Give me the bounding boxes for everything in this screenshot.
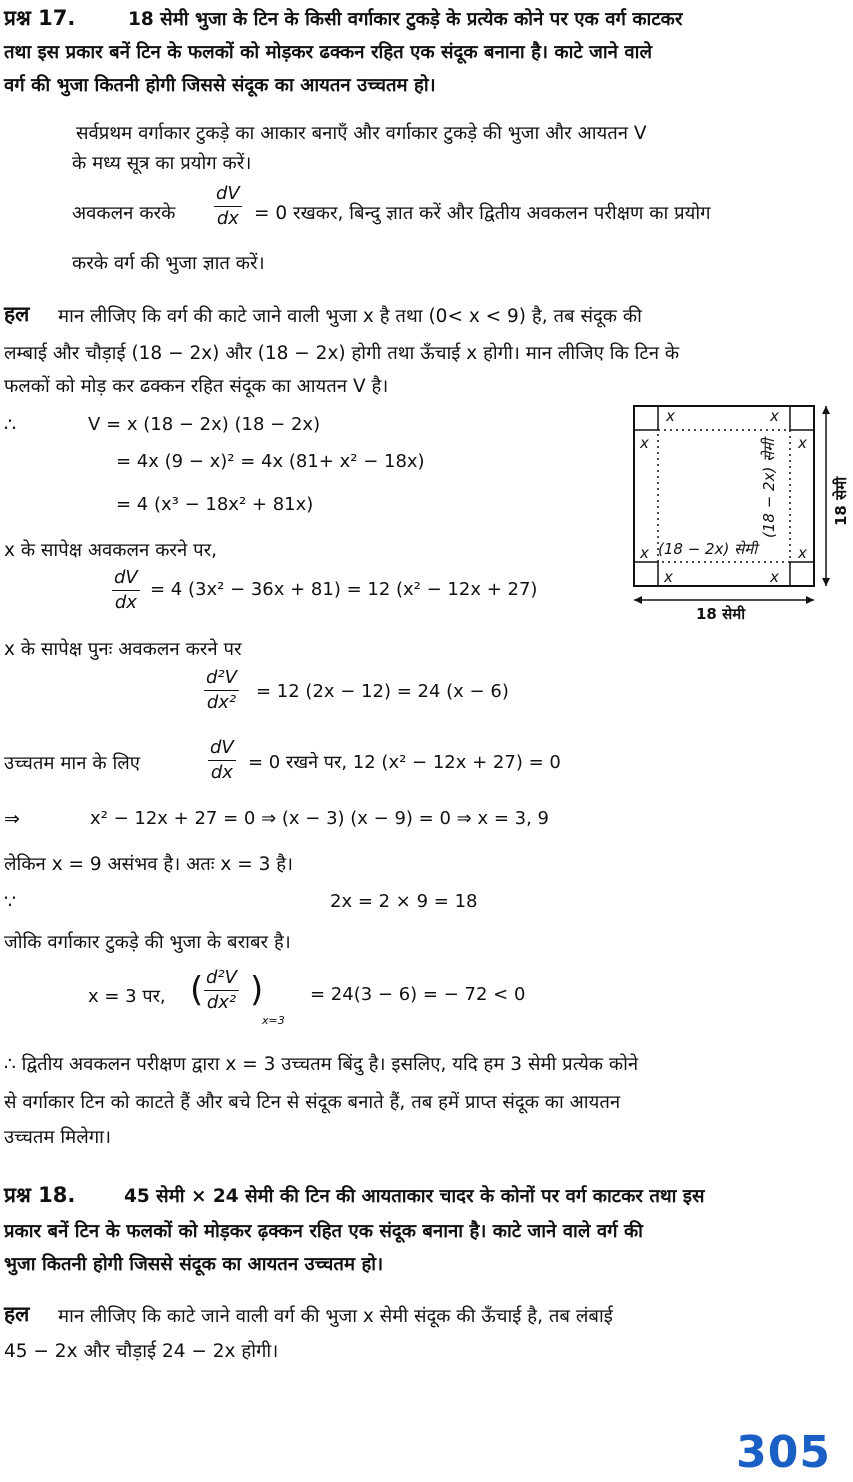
second-derivative-fraction-2 [204,966,239,1015]
fig-bottom-dimension-label: 18 सेमी [696,605,746,623]
question-18-text-line3: भुजा कितनी होगी जिससे संदूक का आयतन उच्चतम हो। [4,1254,384,1275]
question-17-text-line1: 18 सेमी भुजा के टिन के किसी वर्गाकार टुकड़े के प्रत्येक कोने पर एक वर्ग काटकर [128,9,683,30]
solution-17-line1: मान लीजिए कि वर्ग की काटे जाने वाली भुजा x है तथा (0< x < 9) है, तब संदूक की [58,306,642,327]
conclusion-line2: से वर्गाकार टिन को काटते हैं और बचे टिन से संदूक बनाते हैं, तब हमें प्राप्त संदूक का आयतन [4,1092,621,1113]
d2v-numerator: d²V [204,666,239,691]
box-net-figure [628,398,850,628]
solution-18-line2: 45 − 2x और चौड़ाई 24 − 2x होगी। [4,1341,279,1362]
conclusion-line1: ∴ द्वितीय अवकलन परीक्षण द्वारा x = 3 उच्चतम बिंदु है। इसलिए, यदि हम 3 सेमी प्रत्येक कोने [4,1054,639,1075]
dv-dx-fraction-2 [208,736,236,785]
at-x3-text: x = 3 पर, [88,986,166,1007]
volume-equation-3: = 4 (x³ − 18x² + 81x) [116,494,314,515]
hint-fraction-denominator: dx [216,208,239,229]
outer-square [634,406,814,586]
fig-right-arrow-top [822,406,830,414]
x9-impossible-text: लेकिन x = 9 असंभव है। अतः x = 3 है। [4,854,294,875]
question-17-text-line3: वर्ग की भुजा कितनी होगी जिससे संदूक का आयतन उच्चतम हो। [4,75,436,96]
fig-bottom-arrow-left [634,596,642,604]
question-17-label: प्रश्न 17. [4,6,76,30]
corner-square-tl [634,406,658,430]
page-number: 305 [736,1427,831,1478]
because-equation: 2x = 2 × 9 = 18 [330,891,478,912]
max-value-text: उच्चतम मान के लिए [4,753,141,774]
therefore-symbol: ∴ [4,414,17,436]
corner-square-bl [634,562,658,586]
d2v-2-numerator: d²V [204,966,239,991]
dv-dx-1-denominator: dx [114,592,137,613]
fig-inner-vertical-label: (18 − 2x) सेमी [760,438,778,538]
hint-fraction-numerator: dV [214,182,242,207]
solution-17-line2: लम्बाई और चौड़ाई (18 − 2x) और (18 − 2x) होगी तथा ऊँचाई x होगी। मान लीजिए कि टिन के [4,343,680,364]
question-18-text-line2: प्रकार बनें टिन के फलकों को मोड़कर ढ़क्कन रहित एक संदूक बनाना है। काटे जाने वाले वर्ग की [4,1221,643,1242]
fig-x-right-top: x [798,434,807,452]
right-paren: ) [250,970,264,1010]
side-equal-text: जोकि वर्गाकार टुकड़े की भुजा के बराबर है। [4,932,291,953]
corner-square-br [790,562,814,586]
dx2-2-denominator: dx² [206,992,237,1013]
hint-line2: के मध्य सूत्र का प्रयोग करें। [72,153,252,174]
solution-17-line3: फलकों को मोड़ कर ढक्कन रहित संदूक का आयतन V है। [4,376,389,397]
fig-inner-horizontal-label: (18 − 2x) सेमी [658,540,758,558]
question-18-label: प्रश्न 18. [4,1183,76,1207]
quadratic-equation: x² − 12x + 27 = 0 ⇒ (x − 3) (x − 9) = 0 ⇒ x = 3, 9 [90,808,549,829]
fig-x-right-bottom: x [798,544,807,562]
dv-dx-1-numerator: dV [112,566,140,591]
because-symbol: ∵ [4,891,17,913]
fig-bottom-arrow-right [806,596,814,604]
hint-line4: करके वर्ग की भुजा ज्ञात करें। [72,253,265,274]
fig-right-dimension-label: 18 सेमी [832,476,850,526]
left-paren: ( [190,970,204,1010]
subscript-x3: x=3 [262,1014,285,1027]
fig-x-bottom-right: x [770,568,779,586]
fig-x-bottom-left: x [664,568,673,586]
solution-17-label: हल [4,302,30,326]
volume-equation-2: = 4x (9 − x)² = 4x (81+ x² − 18x) [116,451,425,472]
second-derivative-equation: = 12 (2x − 12) = 24 (x − 6) [256,681,509,702]
volume-equation-1: V = x (18 − 2x) (18 − 2x) [88,414,321,435]
dv-dx-2-numerator: dV [208,736,236,761]
fig-x-top-left: x [666,407,675,425]
max-value-equation: = 0 रखने पर, 12 (x² − 12x + 27) = 0 [248,752,561,773]
implies-symbol: ⇒ [4,808,20,830]
dv-dx-2-denominator: dx [210,762,233,783]
question-18-text-line1: 45 सेमी × 24 सेमी की टिन की आयताकार चादर के कोनों पर वर्ग काटकर तथा इस [124,1186,705,1207]
fig-x-left-top: x [640,434,649,452]
conclusion-line3: उच्चतम मिलेगा। [4,1127,111,1148]
second-derivative-fraction [204,666,239,715]
corner-square-tr [790,406,814,430]
dv-dx-fraction-1 [112,566,140,615]
solution-18-label: हल [4,1302,30,1326]
differentiate-text-1: x के सापेक्ष अवकलन करने पर, [4,540,218,561]
solution-18-line1: मान लीजिए कि काटे जाने वाली वर्ग की भुजा x सेमी संदूक की ऊँचाई है, तब लंबाई [58,1306,613,1327]
first-derivative-equation: = 4 (3x² − 36x + 81) = 12 (x² − 12x + 27) [150,579,538,600]
fig-right-arrow-bottom [822,578,830,586]
differentiate-text-2: x के सापेक्ष पुनः अवकलन करने पर [4,639,242,660]
hint-line3-b: = 0 रखकर, बिन्दु ज्ञात करें और द्वितीय अवकलन परीक्षण का प्रयोग [254,203,711,224]
hint-fraction-dv-dx [214,182,242,231]
fig-x-top-right: x [770,407,779,425]
question-17-text-line2: तथा इस प्रकार बनें टिन के फलकों को मोड़कर ढक्कन रहित एक संदूक बनाना है। काटे जाने वाले [4,42,653,63]
dx2-denominator: dx² [206,692,237,713]
at-x3-equation: = 24(3 − 6) = − 72 < 0 [310,984,526,1005]
fig-x-left-bottom: x [640,544,649,562]
hint-line3-a: अवकलन करके [72,203,176,224]
hint-line1: सर्वप्रथम वर्गाकार टुकड़े का आकार बनाएँ और वर्गाकार टुकड़े की भुजा और आयतन V [76,123,647,144]
